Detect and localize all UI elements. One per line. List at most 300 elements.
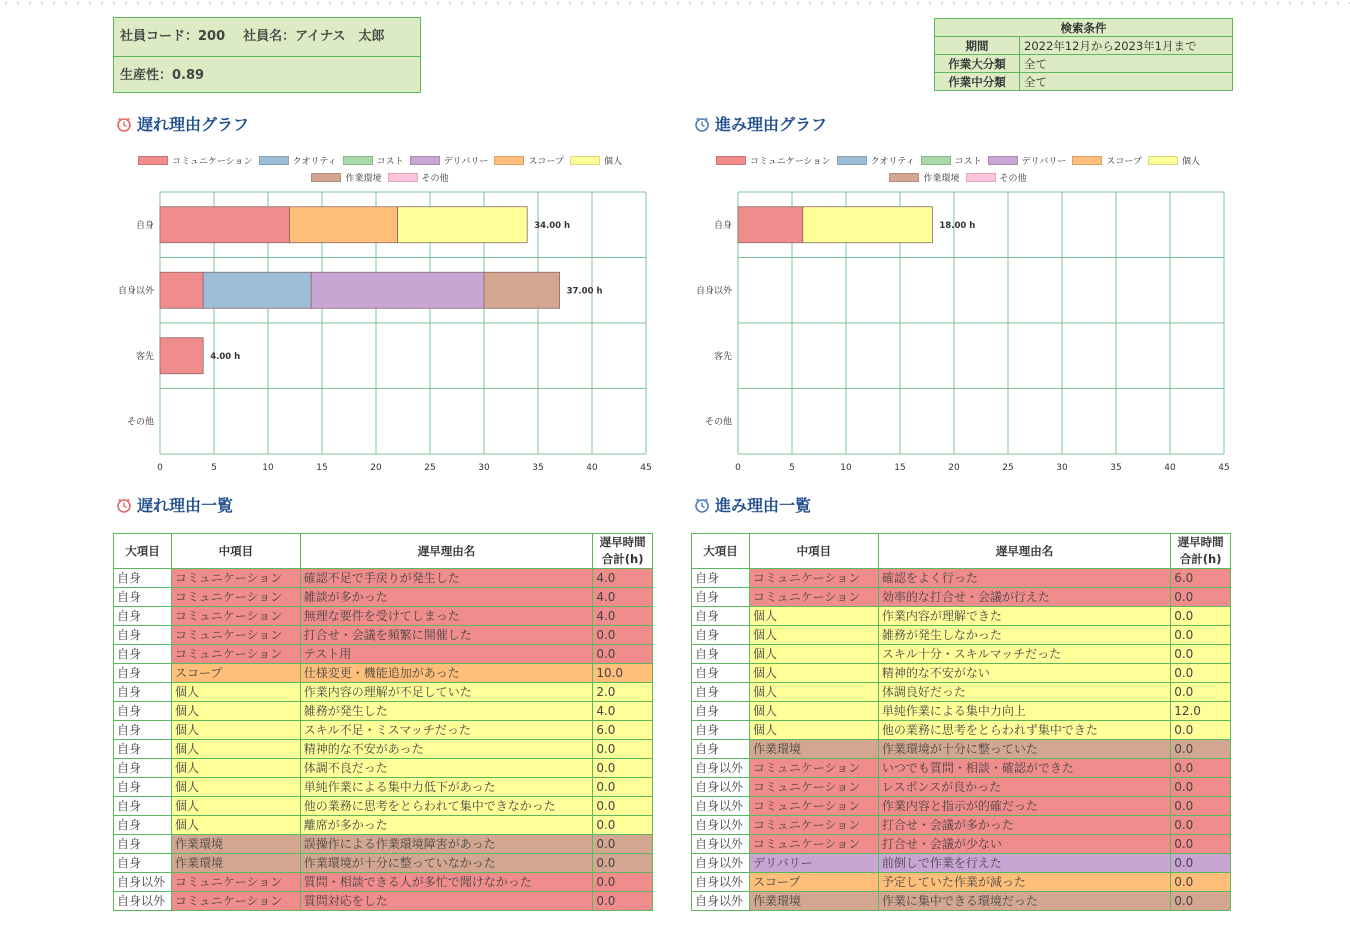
reason-name-cell: 打合せ・会議が少ない xyxy=(878,835,1170,854)
x-tick-label: 40 xyxy=(586,463,598,473)
legend-item[interactable] xyxy=(410,154,489,171)
bar-segment[interactable] xyxy=(203,272,311,308)
hours-cell: 6.0 xyxy=(1171,569,1231,588)
reason-name-cell: 打合せ・会議が多かった xyxy=(878,816,1170,835)
legend-swatch xyxy=(388,173,418,182)
y-category-label: 自身 xyxy=(135,220,154,231)
reason-name-cell: いつでも質問・相談・確認ができた xyxy=(878,759,1170,778)
y-category-label: 自身 xyxy=(713,220,732,231)
hours-cell: 4.0 xyxy=(593,569,653,588)
reason-name-cell: 他の業務に思考をとらわれず集中できた xyxy=(878,721,1170,740)
middle-item-cell: コミュニケーション xyxy=(171,588,300,607)
major-item-cell: 自身 xyxy=(114,588,172,607)
major-item-cell: 自身以外 xyxy=(692,835,750,854)
reason-name-cell: 打合せ・会議を頻繁に開催した xyxy=(300,626,593,645)
major-item-cell: 自身 xyxy=(114,569,172,588)
legend-label: デリバリー xyxy=(1021,157,1067,167)
middle-item-cell: 個人 xyxy=(171,759,300,778)
table-row xyxy=(692,664,1231,683)
reason-name-cell: スキル不足・ミスマッチだった xyxy=(300,721,593,740)
middle-item-cell: コミュニケーション xyxy=(171,873,300,892)
reason-name-cell: 確認不足で手戻りが発生した xyxy=(300,569,593,588)
bar-segment[interactable] xyxy=(290,207,398,243)
major-item-cell: 自身以外 xyxy=(692,778,750,797)
middle-category-label: 作業中分類 xyxy=(935,73,1020,91)
middle-item-cell: 作業環境 xyxy=(171,854,300,873)
y-category-label: 自身以外 xyxy=(695,286,732,297)
clock-alarm-blue-icon xyxy=(694,497,710,513)
reason-name-cell: 離席が多かった xyxy=(300,816,593,835)
search-conditions-title: 検索条件 xyxy=(935,19,1233,37)
x-tick-label: 45 xyxy=(640,463,652,473)
middle-item-cell: コミュニケーション xyxy=(749,569,878,588)
legend-label: 作業環境 xyxy=(345,174,382,184)
table-row xyxy=(692,797,1231,816)
bar-total-label: 37.00 h xyxy=(566,286,603,297)
major-item-cell: 自身 xyxy=(692,683,750,702)
middle-item-cell: 個人 xyxy=(749,626,878,645)
bar-segment[interactable] xyxy=(484,272,560,308)
bar-total-label: 34.00 h xyxy=(534,220,571,231)
legend-item[interactable] xyxy=(570,154,622,171)
reason-name-cell: 作業に集中できる環境だった xyxy=(878,892,1170,911)
table-row xyxy=(692,721,1231,740)
x-tick-label: 15 xyxy=(894,463,906,473)
header-major-item: 大項目 xyxy=(692,534,750,569)
major-item-cell: 自身 xyxy=(114,816,172,835)
middle-item-cell: コミュニケーション xyxy=(749,588,878,607)
middle-item-cell: 個人 xyxy=(171,721,300,740)
hours-cell: 0.0 xyxy=(593,759,653,778)
table-row xyxy=(692,645,1231,664)
header-middle-item: 中項目 xyxy=(171,534,300,569)
middle-item-cell: スコープ xyxy=(749,873,878,892)
major-item-cell: 自身 xyxy=(692,569,750,588)
major-item-cell: 自身 xyxy=(114,683,172,702)
reason-name-cell: 体調不良だった xyxy=(300,759,593,778)
reason-name-cell: 他の業務に思考をとらわれて集中できなかった xyxy=(300,797,593,816)
legend-swatch xyxy=(410,156,440,165)
legend-swatch xyxy=(343,156,373,165)
x-tick-label: 20 xyxy=(948,463,960,473)
legend-label: 個人 xyxy=(603,157,622,167)
legend-swatch xyxy=(988,156,1018,165)
table-row xyxy=(114,645,653,664)
hours-cell: 0.0 xyxy=(1171,892,1231,911)
reason-name-cell: 雑務が発生しなかった xyxy=(878,626,1170,645)
x-tick-label: 25 xyxy=(1002,463,1014,473)
table-row xyxy=(692,569,1231,588)
major-item-cell: 自身以外 xyxy=(692,759,750,778)
table-row xyxy=(114,721,653,740)
advance-chart-heading xyxy=(694,112,827,135)
major-item-cell: 自身 xyxy=(692,702,750,721)
advance-chart-title: 進み理由グラフ xyxy=(715,115,828,134)
x-tick-label: 10 xyxy=(840,463,852,473)
search-conditions-table xyxy=(934,18,1233,91)
table-row xyxy=(114,588,653,607)
reason-name-cell: 誤操作による作業環境障害があった xyxy=(300,835,593,854)
y-category-label: その他 xyxy=(704,417,732,428)
major-item-cell: 自身 xyxy=(114,721,172,740)
x-tick-label: 35 xyxy=(532,463,544,473)
major-item-cell: 自身 xyxy=(692,721,750,740)
advance-chart-legend xyxy=(698,154,1218,188)
x-tick-label: 20 xyxy=(370,463,382,473)
reason-name-cell: スキル十分・スキルマッチだった xyxy=(878,645,1170,664)
legend-item[interactable] xyxy=(921,154,982,171)
employee-name: 社員名：アイナス 太郎 xyxy=(243,29,385,44)
period-value: 2022年12月から2023年1月まで xyxy=(1020,37,1233,55)
top-border-dots xyxy=(0,0,1350,6)
table-row xyxy=(114,873,653,892)
x-tick-label: 40 xyxy=(1164,463,1176,473)
table-row xyxy=(114,683,653,702)
x-tick-label: 15 xyxy=(316,463,328,473)
advance-reason-chart xyxy=(688,186,1238,476)
table-row xyxy=(692,588,1231,607)
delay-reason-table xyxy=(113,533,653,911)
hours-cell: 0.0 xyxy=(593,626,653,645)
hours-cell: 0.0 xyxy=(1171,816,1231,835)
legend-swatch xyxy=(716,156,746,165)
x-tick-label: 25 xyxy=(424,463,436,473)
bar-segment[interactable] xyxy=(398,207,528,243)
hours-cell: 0.0 xyxy=(1171,645,1231,664)
table-row xyxy=(114,759,653,778)
legend-label: クオリティ xyxy=(292,157,337,167)
legend-item[interactable] xyxy=(988,154,1067,171)
delay-list-heading xyxy=(116,493,233,516)
x-tick-label: 35 xyxy=(1110,463,1122,473)
major-item-cell: 自身 xyxy=(692,645,750,664)
major-item-cell: 自身 xyxy=(114,626,172,645)
header-middle-item: 中項目 xyxy=(749,534,878,569)
major-item-cell: 自身 xyxy=(114,702,172,721)
table-row xyxy=(114,835,653,854)
legend-item[interactable] xyxy=(494,154,564,171)
middle-item-cell: 個人 xyxy=(749,645,878,664)
header-total-hours: 遅早時間 合計(h) xyxy=(593,534,653,569)
reason-name-cell: 雑務が発生した xyxy=(300,702,593,721)
major-item-cell: 自身 xyxy=(114,607,172,626)
header-reason-name: 遅早理由名 xyxy=(300,534,593,569)
major-item-cell: 自身 xyxy=(114,835,172,854)
legend-swatch xyxy=(259,156,289,165)
reason-name-cell: 質問対応をした xyxy=(300,892,593,911)
reason-name-cell: 作業内容と指示が的確だった xyxy=(878,797,1170,816)
middle-item-cell: 個人 xyxy=(749,607,878,626)
bar-segment[interactable] xyxy=(311,272,484,308)
middle-item-cell: コミュニケーション xyxy=(171,892,300,911)
table-row xyxy=(692,854,1231,873)
y-category-label: その他 xyxy=(126,417,154,428)
hours-cell: 0.0 xyxy=(593,797,653,816)
hours-cell: 0.0 xyxy=(1171,721,1231,740)
legend-item[interactable] xyxy=(1072,154,1142,171)
major-item-cell: 自身以外 xyxy=(114,873,172,892)
table-row xyxy=(692,835,1231,854)
hours-cell: 10.0 xyxy=(593,664,653,683)
hours-cell: 0.0 xyxy=(593,835,653,854)
table-row xyxy=(114,607,653,626)
legend-item[interactable] xyxy=(837,154,915,171)
reason-name-cell: 質問・相談できる人が多忙で聞けなかった xyxy=(300,873,593,892)
y-category-label: 客先 xyxy=(135,351,154,362)
bar-total-label: 4.00 h xyxy=(210,351,241,362)
table-row xyxy=(692,607,1231,626)
legend-swatch xyxy=(138,156,168,165)
middle-item-cell: コミュニケーション xyxy=(171,607,300,626)
bar-segment[interactable] xyxy=(738,207,803,243)
clock-alarm-red-icon xyxy=(116,497,132,513)
hours-cell: 0.0 xyxy=(593,778,653,797)
major-item-cell: 自身以外 xyxy=(692,892,750,911)
middle-item-cell: 個人 xyxy=(171,816,300,835)
table-row xyxy=(114,740,653,759)
advance-reason-table xyxy=(691,533,1231,911)
table-row xyxy=(692,892,1231,911)
table-row xyxy=(114,797,653,816)
advance-list-heading xyxy=(694,493,811,516)
middle-item-cell: 個人 xyxy=(171,740,300,759)
x-tick-label: 10 xyxy=(262,463,274,473)
productivity-value: 生産性：0.89 xyxy=(120,68,205,83)
clock-alarm-blue-icon xyxy=(694,116,710,132)
middle-item-cell: 個人 xyxy=(171,797,300,816)
reason-name-cell: 無理な要件を受けてしまった xyxy=(300,607,593,626)
hours-cell: 0.0 xyxy=(1171,588,1231,607)
major-item-cell: 自身 xyxy=(692,607,750,626)
bar-total-label: 18.00 h xyxy=(939,220,976,231)
hours-cell: 0.0 xyxy=(593,873,653,892)
major-item-cell: 自身 xyxy=(114,664,172,683)
bar-segment[interactable] xyxy=(160,272,203,308)
major-item-cell: 自身以外 xyxy=(692,873,750,892)
reason-name-cell: 精神的な不安があった xyxy=(300,740,593,759)
hours-cell: 6.0 xyxy=(593,721,653,740)
hours-cell: 0.0 xyxy=(1171,759,1231,778)
table-row xyxy=(692,873,1231,892)
bar-segment[interactable] xyxy=(803,207,933,243)
table-row xyxy=(114,854,653,873)
bar-segment[interactable] xyxy=(160,338,203,374)
reason-name-cell: 単純作業による集中力向上 xyxy=(878,702,1170,721)
reason-name-cell: 体調良好だった xyxy=(878,683,1170,702)
middle-item-cell: コミュニケーション xyxy=(749,778,878,797)
x-tick-label: 45 xyxy=(1218,463,1230,473)
legend-swatch xyxy=(570,156,600,165)
legend-swatch xyxy=(921,156,951,165)
reason-name-cell: 精神的な不安がない xyxy=(878,664,1170,683)
reason-name-cell: 作業内容が理解できた xyxy=(878,607,1170,626)
hours-cell: 2.0 xyxy=(593,683,653,702)
hours-cell: 0.0 xyxy=(1171,854,1231,873)
employee-id-row xyxy=(114,18,420,56)
middle-item-cell: 個人 xyxy=(749,721,878,740)
reason-name-cell: テスト用 xyxy=(300,645,593,664)
employee-code: 社員コード：200 xyxy=(120,29,226,44)
employee-info-box xyxy=(113,17,421,93)
legend-item[interactable] xyxy=(138,154,252,171)
table-row xyxy=(114,778,653,797)
middle-item-cell: 個人 xyxy=(749,664,878,683)
hours-cell: 0.0 xyxy=(1171,607,1231,626)
legend-item[interactable] xyxy=(1148,154,1200,171)
legend-item[interactable] xyxy=(343,154,404,171)
major-category-value: 全て xyxy=(1020,55,1233,73)
x-tick-label: 5 xyxy=(211,463,217,473)
hours-cell: 0.0 xyxy=(1171,626,1231,645)
legend-swatch xyxy=(311,173,341,182)
middle-category-value: 全て xyxy=(1020,73,1233,91)
hours-cell: 0.0 xyxy=(593,645,653,664)
major-item-cell: 自身以外 xyxy=(114,892,172,911)
x-tick-label: 0 xyxy=(157,463,163,473)
table-row xyxy=(692,740,1231,759)
major-category-label: 作業大分類 xyxy=(935,55,1020,73)
hours-cell: 0.0 xyxy=(1171,797,1231,816)
major-item-cell: 自身 xyxy=(692,626,750,645)
middle-item-cell: デリバリー xyxy=(749,854,878,873)
productivity-row xyxy=(114,56,420,95)
delay-list-title: 遅れ理由一覧 xyxy=(137,496,234,515)
middle-item-cell: 作業環境 xyxy=(749,740,878,759)
hours-cell: 0.0 xyxy=(1171,683,1231,702)
header-reason-name: 遅早理由名 xyxy=(878,534,1170,569)
legend-swatch xyxy=(889,173,919,182)
middle-item-cell: コミュニケーション xyxy=(749,759,878,778)
reason-name-cell: レスポンスが良かった xyxy=(878,778,1170,797)
table-row xyxy=(114,892,653,911)
legend-swatch xyxy=(1148,156,1178,165)
x-tick-label: 5 xyxy=(789,463,795,473)
major-item-cell: 自身 xyxy=(114,797,172,816)
major-item-cell: 自身以外 xyxy=(692,816,750,835)
legend-label: スコープ xyxy=(1106,157,1142,167)
legend-label: コミュニケーション xyxy=(750,157,831,167)
reason-name-cell: 予定していた作業が減った xyxy=(878,873,1170,892)
reason-name-cell: 作業内容の理解が不足していた xyxy=(300,683,593,702)
y-category-label: 客先 xyxy=(713,351,732,362)
legend-item[interactable] xyxy=(259,154,337,171)
hours-cell: 0.0 xyxy=(1171,778,1231,797)
major-item-cell: 自身 xyxy=(114,854,172,873)
legend-label: コスト xyxy=(376,157,404,167)
advance-list-title: 進み理由一覧 xyxy=(715,496,812,515)
delay-chart-title: 遅れ理由グラフ xyxy=(137,115,250,134)
header-major-item: 大項目 xyxy=(114,534,172,569)
delay-reason-chart xyxy=(110,186,660,476)
clock-alarm-red-icon xyxy=(116,116,132,132)
hours-cell: 12.0 xyxy=(1171,702,1231,721)
hours-cell: 0.0 xyxy=(593,892,653,911)
x-tick-label: 30 xyxy=(1056,463,1068,473)
legend-label: 個人 xyxy=(1181,157,1200,167)
middle-item-cell: コミュニケーション xyxy=(749,835,878,854)
middle-item-cell: 個人 xyxy=(171,683,300,702)
period-label: 期間 xyxy=(935,37,1020,55)
x-tick-label: 30 xyxy=(478,463,490,473)
legend-label: その他 xyxy=(421,174,449,184)
table-row xyxy=(114,626,653,645)
legend-swatch xyxy=(966,173,996,182)
major-item-cell: 自身以外 xyxy=(692,854,750,873)
middle-item-cell: 個人 xyxy=(171,702,300,721)
reason-name-cell: 仕様変更・機能追加があった xyxy=(300,664,593,683)
table-row xyxy=(692,626,1231,645)
legend-item[interactable] xyxy=(716,154,830,171)
reason-name-cell: 雑談が多かった xyxy=(300,588,593,607)
delay-chart-heading xyxy=(116,112,249,135)
hours-cell: 0.0 xyxy=(1171,664,1231,683)
legend-label: デリバリー xyxy=(443,157,489,167)
hours-cell: 4.0 xyxy=(593,702,653,721)
major-item-cell: 自身 xyxy=(114,778,172,797)
legend-label: クオリティ xyxy=(870,157,915,167)
legend-swatch xyxy=(1072,156,1102,165)
major-item-cell: 自身 xyxy=(114,740,172,759)
major-item-cell: 自身 xyxy=(692,664,750,683)
middle-item-cell: スコープ xyxy=(171,664,300,683)
major-item-cell: 自身 xyxy=(692,740,750,759)
legend-label: 作業環境 xyxy=(923,174,960,184)
hours-cell: 0.0 xyxy=(593,740,653,759)
middle-item-cell: コミュニケーション xyxy=(171,626,300,645)
table-row xyxy=(114,664,653,683)
major-item-cell: 自身 xyxy=(114,759,172,778)
legend-label: コスト xyxy=(954,157,982,167)
major-item-cell: 自身 xyxy=(114,645,172,664)
middle-item-cell: 個人 xyxy=(171,778,300,797)
middle-item-cell: 個人 xyxy=(749,702,878,721)
reason-name-cell: 効率的な打合せ・会議が行えた xyxy=(878,588,1170,607)
table-row xyxy=(692,683,1231,702)
table-row xyxy=(692,778,1231,797)
hours-cell: 0.0 xyxy=(593,816,653,835)
middle-item-cell: 個人 xyxy=(749,683,878,702)
reason-name-cell: 作業環境が十分に整っていた xyxy=(878,740,1170,759)
table-row xyxy=(692,816,1231,835)
hours-cell: 0.0 xyxy=(1171,835,1231,854)
middle-item-cell: コミュニケーション xyxy=(171,645,300,664)
table-row xyxy=(692,702,1231,721)
reason-name-cell: 確認をよく行った xyxy=(878,569,1170,588)
legend-swatch xyxy=(494,156,524,165)
middle-item-cell: コミュニケーション xyxy=(749,816,878,835)
delay-chart-legend xyxy=(120,154,640,188)
reason-name-cell: 前倒しで作業を行えた xyxy=(878,854,1170,873)
hours-cell: 4.0 xyxy=(593,588,653,607)
header-total-hours: 遅早時間 合計(h) xyxy=(1171,534,1231,569)
hours-cell: 0.0 xyxy=(593,854,653,873)
legend-label: コミュニケーション xyxy=(172,157,253,167)
hours-cell: 0.0 xyxy=(1171,740,1231,759)
middle-item-cell: 作業環境 xyxy=(749,892,878,911)
bar-segment[interactable] xyxy=(160,207,290,243)
middle-item-cell: コミュニケーション xyxy=(749,797,878,816)
x-tick-label: 0 xyxy=(735,463,741,473)
table-row xyxy=(114,816,653,835)
hours-cell: 4.0 xyxy=(593,607,653,626)
table-row xyxy=(114,702,653,721)
legend-label: その他 xyxy=(999,174,1027,184)
legend-label: スコープ xyxy=(528,157,564,167)
y-category-label: 自身以外 xyxy=(117,286,154,297)
hours-cell: 0.0 xyxy=(1171,873,1231,892)
reason-name-cell: 作業環境が十分に整っていなかった xyxy=(300,854,593,873)
table-row xyxy=(114,569,653,588)
